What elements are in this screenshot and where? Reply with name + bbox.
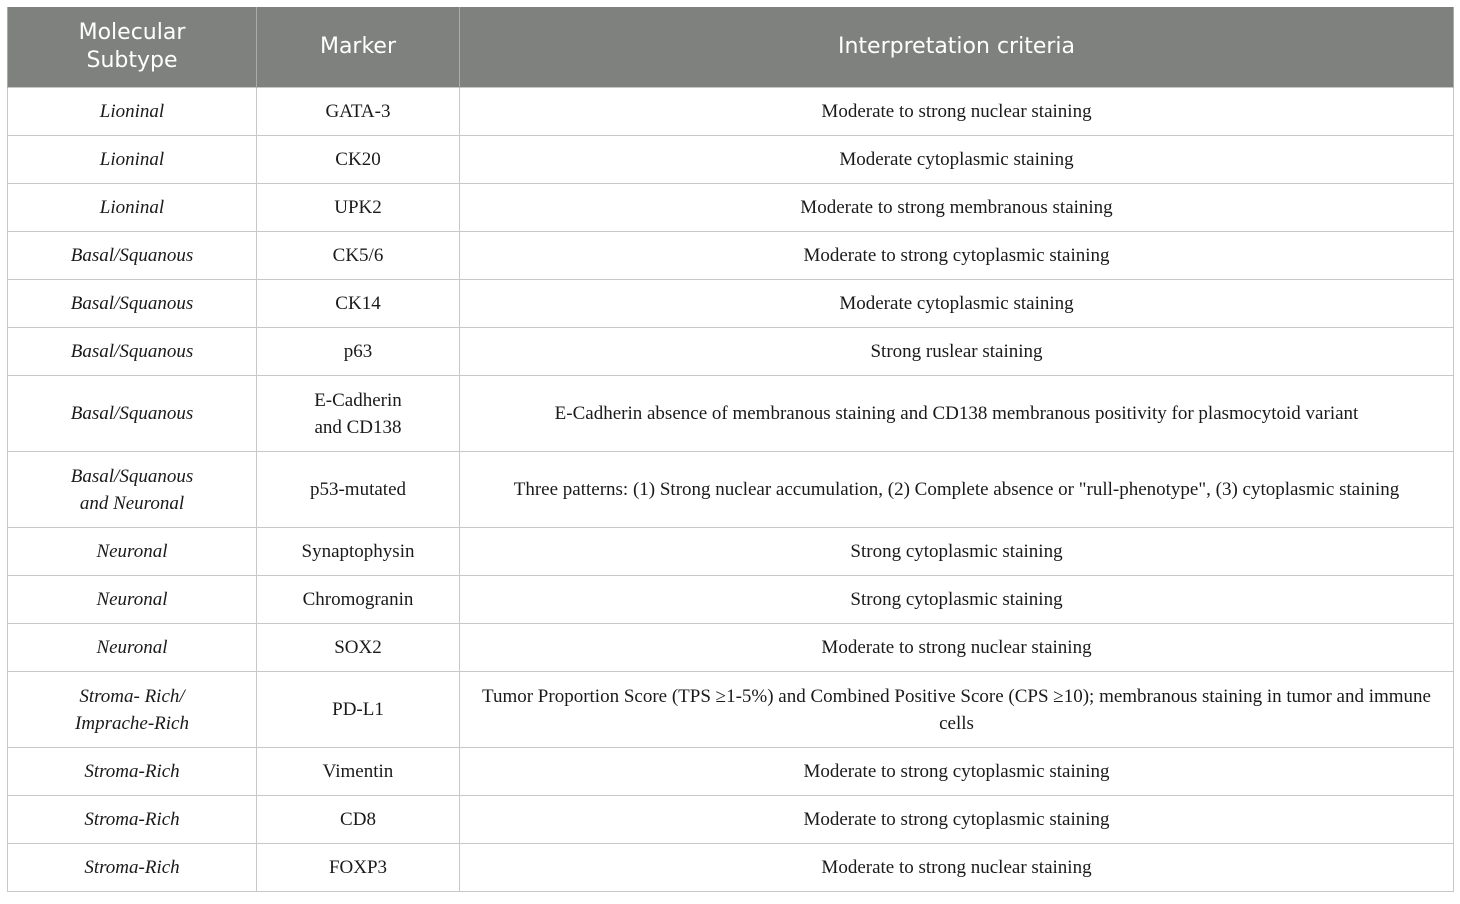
table-row xyxy=(8,328,1454,376)
marker-cell: Chromogranin xyxy=(257,576,460,624)
header-row xyxy=(8,7,1454,88)
marker-cell: PD-L1 xyxy=(257,672,460,748)
table-row xyxy=(8,232,1454,280)
marker-cell: CK20 xyxy=(257,136,460,184)
header-interpretation-criteria: Interpretation criteria xyxy=(460,7,1454,88)
table-header xyxy=(8,7,1454,88)
criteria-cell: E-Cadherin absence of membranous staining and CD138 membranous positivity for plasmocytoid variant xyxy=(460,376,1454,452)
marker-cell: UPK2 xyxy=(257,184,460,232)
marker-cell: CD8 xyxy=(257,796,460,844)
criteria-cell: Moderate cytoplasmic staining xyxy=(460,136,1454,184)
marker-cell: CK5/6 xyxy=(257,232,460,280)
table-row xyxy=(8,672,1454,748)
subtype-cell: Lioninal xyxy=(8,136,257,184)
table-row xyxy=(8,844,1454,892)
subtype-cell: Neuronal xyxy=(8,624,257,672)
subtype-cell: Stroma- Rich/ Imprache-Rich xyxy=(8,672,257,748)
subtype-cell: Stroma-Rich xyxy=(8,748,257,796)
marker-cell: E-Cadherin and CD138 xyxy=(257,376,460,452)
table-body xyxy=(8,88,1454,892)
marker-cell: GATA-3 xyxy=(257,88,460,136)
table-row xyxy=(8,184,1454,232)
marker-table-container xyxy=(7,7,1453,892)
marker-cell: SOX2 xyxy=(257,624,460,672)
marker-cell: CK14 xyxy=(257,280,460,328)
table-row xyxy=(8,748,1454,796)
marker-cell: Vimentin xyxy=(257,748,460,796)
table-row xyxy=(8,280,1454,328)
table-row xyxy=(8,528,1454,576)
subtype-cell: Basal/Squanous xyxy=(8,376,257,452)
criteria-cell: Moderate to strong cytoplasmic staining xyxy=(460,748,1454,796)
marker-cell: p63 xyxy=(257,328,460,376)
criteria-cell: Strong cytoplasmic staining xyxy=(460,528,1454,576)
marker-cell: p53-mutated xyxy=(257,452,460,528)
criteria-cell: Moderate to strong nuclear staining xyxy=(460,844,1454,892)
table-row xyxy=(8,88,1454,136)
subtype-cell: Lioninal xyxy=(8,184,257,232)
subtype-cell: Neuronal xyxy=(8,576,257,624)
subtype-cell: Stroma-Rich xyxy=(8,796,257,844)
subtype-cell: Basal/Squanous xyxy=(8,328,257,376)
subtype-cell: Stroma-Rich xyxy=(8,844,257,892)
table-row xyxy=(8,452,1454,528)
marker-cell: Synaptophysin xyxy=(257,528,460,576)
criteria-cell: Tumor Proportion Score (TPS ≥1-5%) and Combined Positive Score (CPS ≥10); membranous staining in tumor and immune cells xyxy=(460,672,1454,748)
subtype-cell: Basal/Squanous xyxy=(8,232,257,280)
criteria-cell: Moderate to strong cytoplasmic staining xyxy=(460,232,1454,280)
criteria-cell: Strong ruslear staining xyxy=(460,328,1454,376)
header-molecular-subtype: Molecular Subtype xyxy=(8,7,257,88)
criteria-cell: Three patterns: (1) Strong nuclear accumulation, (2) Complete absence or "rull-phenotype", (3) cytoplasmic staining xyxy=(460,452,1454,528)
criteria-cell: Moderate to strong nuclear staining xyxy=(460,624,1454,672)
subtype-cell: Neuronal xyxy=(8,528,257,576)
table-row xyxy=(8,576,1454,624)
criteria-cell: Moderate to strong cytoplasmic staining xyxy=(460,796,1454,844)
criteria-cell: Moderate cytoplasmic staining xyxy=(460,280,1454,328)
criteria-cell: Moderate to strong nuclear staining xyxy=(460,88,1454,136)
table-row xyxy=(8,376,1454,452)
marker-table xyxy=(7,7,1454,892)
criteria-cell: Strong cytoplasmic staining xyxy=(460,576,1454,624)
table-row xyxy=(8,136,1454,184)
marker-cell: FOXP3 xyxy=(257,844,460,892)
subtype-cell: Basal/Squanous xyxy=(8,280,257,328)
table-row xyxy=(8,796,1454,844)
subtype-cell: Basal/Squanous and Neuronal xyxy=(8,452,257,528)
header-marker: Marker xyxy=(257,7,460,88)
subtype-cell: Lioninal xyxy=(8,88,257,136)
table-row xyxy=(8,624,1454,672)
criteria-cell: Moderate to strong membranous staining xyxy=(460,184,1454,232)
